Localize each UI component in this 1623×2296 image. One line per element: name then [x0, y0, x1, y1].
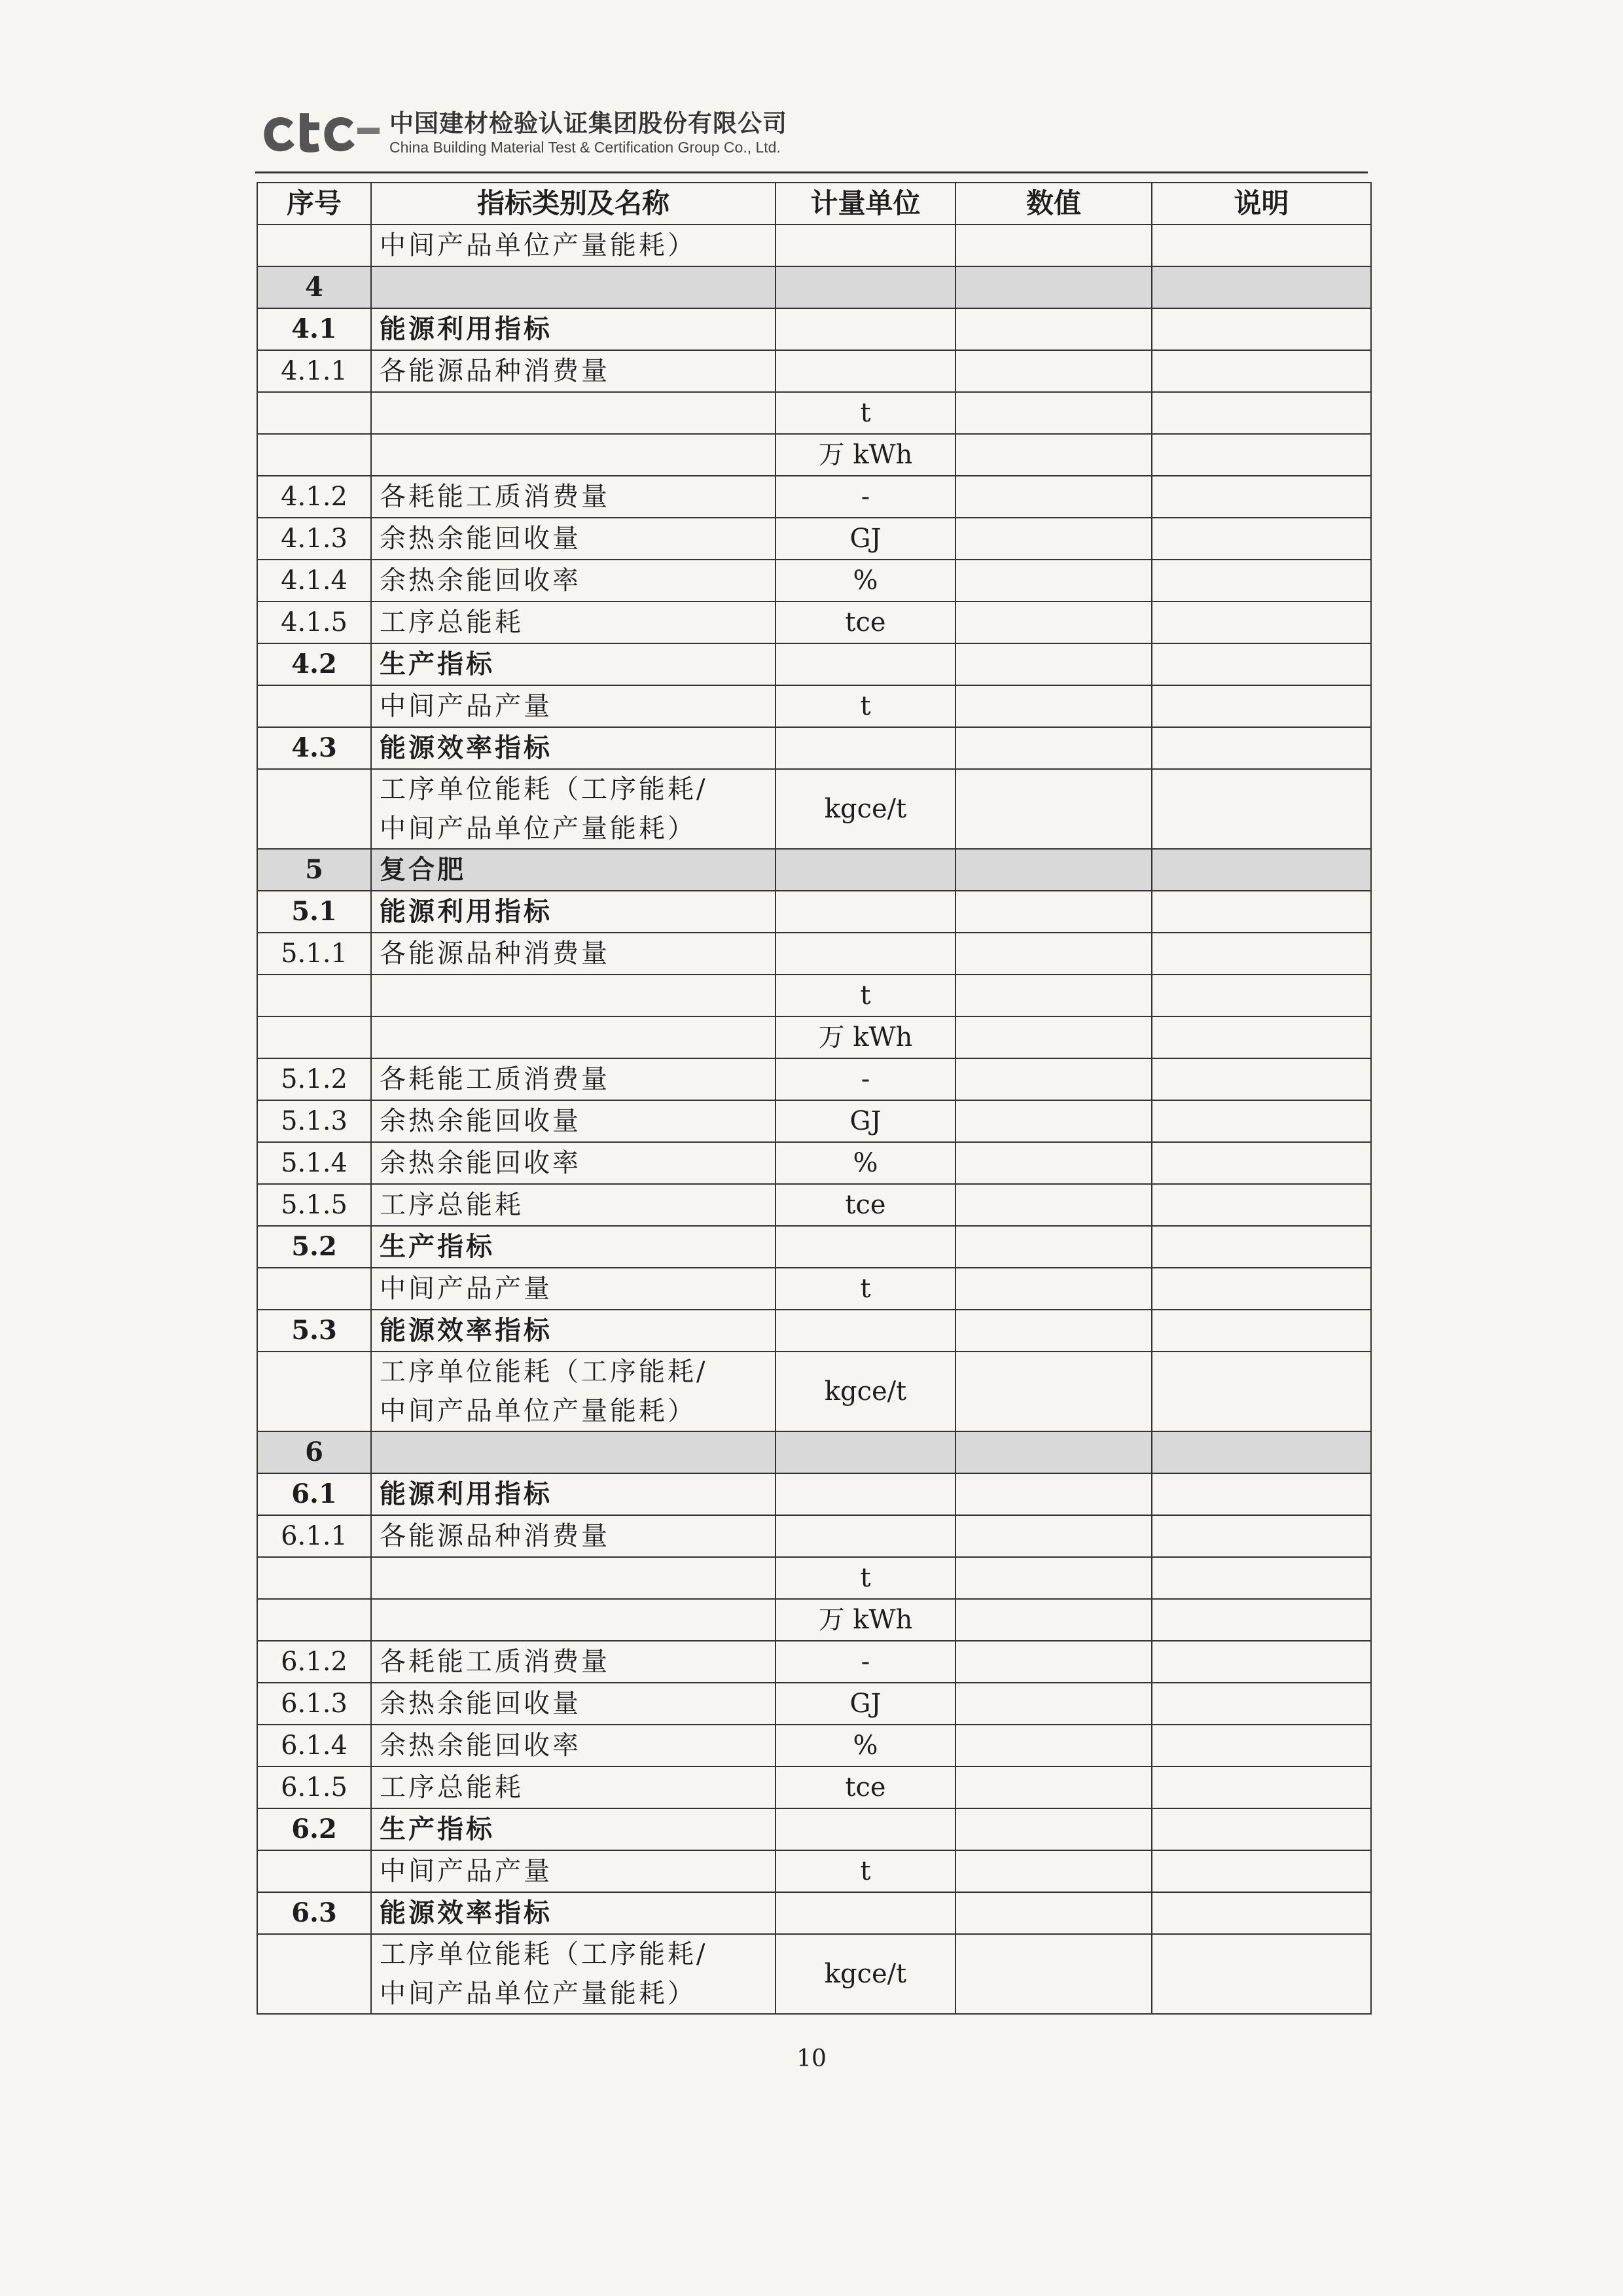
note-cell: [1152, 643, 1371, 685]
indicator-name: [371, 392, 776, 434]
table-row: [257, 601, 1371, 643]
indicator-name: 生产指标: [371, 643, 776, 685]
unit-cell: -: [776, 1641, 955, 1683]
indicator-name: [371, 1352, 776, 1431]
table-row: [257, 933, 1371, 975]
value-cell: [955, 224, 1152, 266]
note-cell: [1152, 1725, 1371, 1767]
row-number: [257, 769, 371, 849]
indicator-name-line2: 中间产品单位产量能耗）: [380, 814, 696, 844]
table-row: [257, 1058, 1371, 1100]
indicator-name: 各耗能工质消费量: [371, 476, 776, 518]
table-row: [257, 1352, 1371, 1431]
value-cell: [955, 1226, 1152, 1268]
row-number: 6.1.4: [257, 1725, 371, 1767]
unit-cell: 万 kWh: [776, 1016, 955, 1058]
table-row: [257, 1515, 1371, 1557]
row-number: [257, 1934, 371, 2014]
row-number: 5.2: [257, 1226, 371, 1268]
value-cell: [955, 1142, 1152, 1184]
value-cell: [955, 891, 1152, 933]
row-number: 4.1: [257, 308, 371, 350]
unit-cell: [776, 266, 955, 308]
indicator-name: [371, 1431, 776, 1473]
table-row: [257, 434, 1371, 476]
row-number: [257, 434, 371, 476]
row-number: 4.1.2: [257, 476, 371, 518]
note-cell: [1152, 266, 1371, 308]
unit-cell: [776, 1515, 955, 1557]
row-number: 5.3: [257, 1310, 371, 1352]
value-cell: [955, 1725, 1152, 1767]
unit-cell: [776, 1473, 955, 1515]
indicator-name: 工序总能耗: [371, 1767, 776, 1808]
row-number: [257, 975, 371, 1016]
indicator-name: [371, 975, 776, 1016]
row-number: 4.1.1: [257, 350, 371, 392]
value-cell: [955, 933, 1152, 975]
note-cell: [1152, 224, 1371, 266]
indicator-name: 各耗能工质消费量: [371, 1058, 776, 1100]
indicator-name: 能源效率指标: [371, 1892, 776, 1934]
note-cell: [1152, 1808, 1371, 1850]
indicator-name-line1: 工序单位能耗（工序能耗/: [380, 774, 708, 804]
value-cell: [955, 1431, 1152, 1473]
unit-cell: t: [776, 1268, 955, 1310]
table-row: [257, 1850, 1371, 1892]
unit-cell: [776, 224, 955, 266]
note-cell: [1152, 1515, 1371, 1557]
table-row: [257, 1100, 1371, 1142]
note-cell: [1152, 975, 1371, 1016]
value-cell: [955, 1683, 1152, 1725]
indicator-name: [371, 1599, 776, 1641]
value-cell: [955, 434, 1152, 476]
row-number: [257, 1850, 371, 1892]
row-number: [257, 1557, 371, 1599]
note-cell: [1152, 1473, 1371, 1515]
table-row: [257, 1016, 1371, 1058]
value-cell: [955, 1808, 1152, 1850]
note-cell: [1152, 392, 1371, 434]
note-cell: [1152, 434, 1371, 476]
unit-cell: t: [776, 392, 955, 434]
unit-cell: %: [776, 1725, 955, 1767]
table-row: [257, 1808, 1371, 1850]
row-number: [257, 224, 371, 266]
unit-cell: t: [776, 1557, 955, 1599]
value-cell: [955, 685, 1152, 727]
row-number: 6.3: [257, 1892, 371, 1934]
row-number: 5.1: [257, 891, 371, 933]
note-cell: [1152, 1184, 1371, 1226]
row-number: [257, 685, 371, 727]
value-cell: [955, 476, 1152, 518]
value-cell: [955, 308, 1152, 350]
value-cell: [955, 1310, 1152, 1352]
note-cell: [1152, 350, 1371, 392]
column-header-unit: 计量单位: [776, 183, 955, 224]
unit-cell: [776, 933, 955, 975]
value-cell: [955, 1557, 1152, 1599]
value-cell: [955, 1515, 1152, 1557]
unit-cell: [776, 1226, 955, 1268]
note-cell: [1152, 1058, 1371, 1100]
value-cell: [955, 1599, 1152, 1641]
ctc-logo: [262, 108, 381, 160]
note-cell: [1152, 1641, 1371, 1683]
row-number: 4: [257, 266, 371, 308]
table-row: [257, 1599, 1371, 1641]
unit-cell: [776, 1892, 955, 1934]
unit-cell: 万 kWh: [776, 434, 955, 476]
table-row: [257, 891, 1371, 933]
table-header-row: [257, 183, 1371, 224]
note-cell: [1152, 769, 1371, 849]
row-number: 6.2: [257, 1808, 371, 1850]
row-number: 4.2: [257, 643, 371, 685]
unit-cell: [776, 849, 955, 891]
note-cell: [1152, 849, 1371, 891]
table-body: [257, 224, 1371, 2014]
table-row: [257, 849, 1371, 891]
note-cell: [1152, 1892, 1371, 1934]
column-header-name: 指标类别及名称: [371, 183, 776, 224]
indicator-name: 能源利用指标: [371, 891, 776, 933]
table-row: [257, 1142, 1371, 1184]
unit-cell: t: [776, 975, 955, 1016]
value-cell: [955, 1473, 1152, 1515]
indicator-name-line1: 工序单位能耗（工序能耗/: [380, 1357, 708, 1387]
unit-cell: %: [776, 560, 955, 601]
page-header: [262, 101, 1368, 173]
table-row: [257, 392, 1371, 434]
indicator-name-line1: 工序单位能耗（工序能耗/: [380, 1939, 708, 1969]
indicator-name: 中间产品单位产量能耗）: [371, 224, 776, 266]
table-row: [257, 685, 1371, 727]
row-number: 6.1.2: [257, 1641, 371, 1683]
unit-cell: tce: [776, 1767, 955, 1808]
indicator-table: [257, 182, 1372, 2015]
table-row: [257, 727, 1371, 769]
indicator-name: 能源利用指标: [371, 1473, 776, 1515]
value-cell: [955, 1016, 1152, 1058]
table-row: [257, 1934, 1371, 2014]
indicator-name: 复合肥: [371, 849, 776, 891]
column-header-no: 序号: [257, 183, 371, 224]
value-cell: [955, 1058, 1152, 1100]
note-cell: [1152, 560, 1371, 601]
table-row: [257, 560, 1371, 601]
unit-cell: GJ: [776, 518, 955, 560]
row-number: [257, 1352, 371, 1431]
note-cell: [1152, 1100, 1371, 1142]
unit-cell: %: [776, 1142, 955, 1184]
value-cell: [955, 1892, 1152, 1934]
table-row: [257, 518, 1371, 560]
company-name-en: China Building Material Test & Certification Group Co., Ltd.: [389, 139, 781, 156]
indicator-name: 余热余能回收率: [371, 560, 776, 601]
indicator-name: 余热余能回收率: [371, 1725, 776, 1767]
table-row: [257, 1725, 1371, 1767]
indicator-name: [371, 769, 776, 849]
unit-cell: tce: [776, 1184, 955, 1226]
unit-cell: 万 kWh: [776, 1599, 955, 1641]
note-cell: [1152, 1850, 1371, 1892]
value-cell: [955, 518, 1152, 560]
value-cell: [955, 1268, 1152, 1310]
unit-cell: kgce/t: [776, 1352, 955, 1431]
table-row: [257, 1641, 1371, 1683]
table-row: [257, 1226, 1371, 1268]
note-cell: [1152, 1557, 1371, 1599]
value-cell: [955, 601, 1152, 643]
table-row: [257, 769, 1371, 849]
row-number: 4.1.4: [257, 560, 371, 601]
unit-cell: GJ: [776, 1683, 955, 1725]
indicator-name: 能源效率指标: [371, 727, 776, 769]
note-cell: [1152, 891, 1371, 933]
table-row: [257, 350, 1371, 392]
indicator-name: [371, 434, 776, 476]
row-number: 6.1: [257, 1473, 371, 1515]
table-row: [257, 1268, 1371, 1310]
indicator-name: 各能源品种消费量: [371, 350, 776, 392]
row-number: 6.1.5: [257, 1767, 371, 1808]
ctc-logo-mark: [262, 108, 381, 160]
note-cell: [1152, 308, 1371, 350]
row-number: [257, 1268, 371, 1310]
column-header-value: 数值: [955, 183, 1152, 224]
indicator-name: 各能源品种消费量: [371, 933, 776, 975]
value-cell: [955, 1850, 1152, 1892]
row-number: 5.1.1: [257, 933, 371, 975]
row-number: 5.1.2: [257, 1058, 371, 1100]
indicator-name: [371, 1557, 776, 1599]
value-cell: [955, 975, 1152, 1016]
table-row: [257, 1767, 1371, 1808]
unit-cell: kgce/t: [776, 769, 955, 849]
table-row: [257, 1473, 1371, 1515]
note-cell: [1152, 1142, 1371, 1184]
unit-cell: GJ: [776, 1100, 955, 1142]
note-cell: [1152, 1599, 1371, 1641]
table-row: [257, 1184, 1371, 1226]
header-divider: [255, 171, 1368, 173]
column-header-note: 说明: [1152, 183, 1371, 224]
table-row: [257, 643, 1371, 685]
value-cell: [955, 350, 1152, 392]
indicator-name: 能源效率指标: [371, 1310, 776, 1352]
note-cell: [1152, 1016, 1371, 1058]
row-number: 6.1.3: [257, 1683, 371, 1725]
unit-cell: [776, 1808, 955, 1850]
row-number: 6: [257, 1431, 371, 1473]
note-cell: [1152, 1268, 1371, 1310]
table-row: [257, 1683, 1371, 1725]
note-cell: [1152, 1767, 1371, 1808]
row-number: [257, 1016, 371, 1058]
value-cell: [955, 727, 1152, 769]
row-number: 5.1.5: [257, 1184, 371, 1226]
note-cell: [1152, 601, 1371, 643]
table-row: [257, 1557, 1371, 1599]
row-number: 6.1.1: [257, 1515, 371, 1557]
table-row: [257, 308, 1371, 350]
row-number: 5.1.4: [257, 1142, 371, 1184]
indicator-name: 余热余能回收率: [371, 1142, 776, 1184]
value-cell: [955, 560, 1152, 601]
table-row: [257, 1431, 1371, 1473]
indicator-name: 各能源品种消费量: [371, 1515, 776, 1557]
unit-cell: t: [776, 685, 955, 727]
value-cell: [955, 1934, 1152, 2014]
indicator-name: 余热余能回收量: [371, 1100, 776, 1142]
indicator-name: 生产指标: [371, 1226, 776, 1268]
value-cell: [955, 643, 1152, 685]
row-number: 4.1.5: [257, 601, 371, 643]
table-row: [257, 266, 1371, 308]
note-cell: [1152, 1683, 1371, 1725]
page-number: 10: [796, 2045, 827, 2072]
unit-cell: [776, 643, 955, 685]
unit-cell: -: [776, 1058, 955, 1100]
row-number: 4.1.3: [257, 518, 371, 560]
unit-cell: [776, 308, 955, 350]
value-cell: [955, 1100, 1152, 1142]
value-cell: [955, 849, 1152, 891]
unit-cell: -: [776, 476, 955, 518]
company-name: [389, 109, 1044, 156]
indicator-name-line2: 中间产品单位产量能耗）: [380, 1979, 696, 2009]
row-number: 5: [257, 849, 371, 891]
row-number: 5.1.3: [257, 1100, 371, 1142]
note-cell: [1152, 1310, 1371, 1352]
indicator-name: [371, 266, 776, 308]
note-cell: [1152, 1226, 1371, 1268]
indicator-name: 中间产品产量: [371, 1268, 776, 1310]
note-cell: [1152, 1934, 1371, 2014]
note-cell: [1152, 518, 1371, 560]
table-row: [257, 476, 1371, 518]
indicator-name-line2: 中间产品单位产量能耗）: [380, 1396, 696, 1426]
value-cell: [955, 266, 1152, 308]
note-cell: [1152, 933, 1371, 975]
unit-cell: [776, 350, 955, 392]
note-cell: [1152, 476, 1371, 518]
indicator-name: 生产指标: [371, 1808, 776, 1850]
unit-cell: t: [776, 1850, 955, 1892]
indicator-name: 余热余能回收量: [371, 518, 776, 560]
value-cell: [955, 769, 1152, 849]
table-row: [257, 224, 1371, 266]
unit-cell: [776, 891, 955, 933]
row-number: 4.3: [257, 727, 371, 769]
table-row: [257, 1310, 1371, 1352]
indicator-name: 工序总能耗: [371, 601, 776, 643]
unit-cell: [776, 1431, 955, 1473]
indicator-name: 各耗能工质消费量: [371, 1641, 776, 1683]
note-cell: [1152, 685, 1371, 727]
unit-cell: tce: [776, 601, 955, 643]
unit-cell: [776, 1310, 955, 1352]
table-row: [257, 975, 1371, 1016]
note-cell: [1152, 1352, 1371, 1431]
note-cell: [1152, 1431, 1371, 1473]
indicator-name: 工序总能耗: [371, 1184, 776, 1226]
value-cell: [955, 1767, 1152, 1808]
indicator-name: [371, 1016, 776, 1058]
unit-cell: [776, 727, 955, 769]
value-cell: [955, 392, 1152, 434]
row-number: [257, 1599, 371, 1641]
indicator-name: [371, 1934, 776, 2014]
value-cell: [955, 1641, 1152, 1683]
indicator-name: 余热余能回收量: [371, 1683, 776, 1725]
table-row: [257, 1892, 1371, 1934]
row-number: [257, 392, 371, 434]
indicator-name: 中间产品产量: [371, 685, 776, 727]
unit-cell: kgce/t: [776, 1934, 955, 2014]
indicator-name: 中间产品产量: [371, 1850, 776, 1892]
value-cell: [955, 1184, 1152, 1226]
value-cell: [955, 1352, 1152, 1431]
note-cell: [1152, 727, 1371, 769]
indicator-name: 能源利用指标: [371, 308, 776, 350]
company-name-cn: 中国建材检验认证集团股份有限公司: [389, 109, 787, 137]
